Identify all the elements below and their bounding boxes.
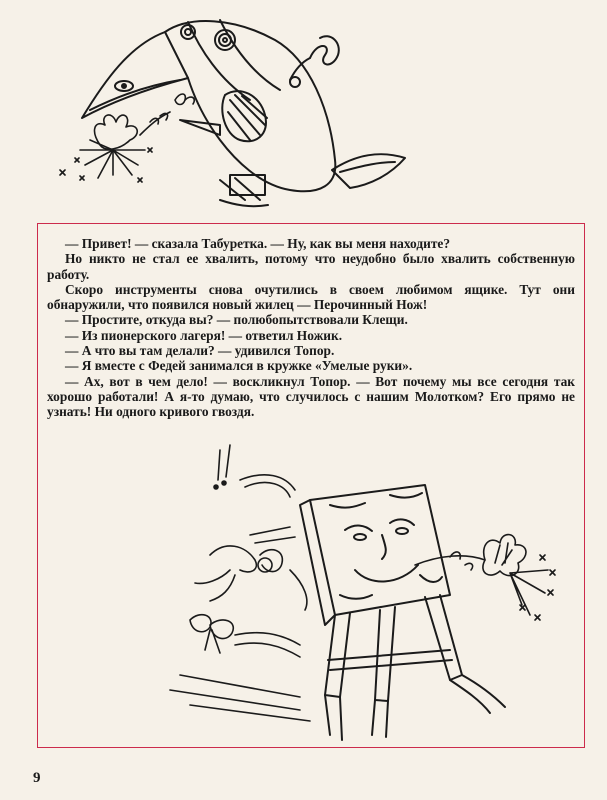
paragraph: — Простите, откуда вы? — полюбопытствовали Клещи. [65, 312, 408, 328]
page-number: 9 [33, 770, 41, 786]
paragraph: — Ах, вот в чем дело! — воскликнул Топор. — Вот почему мы все сегодня так хорошо работали! А я-то думаю, что случилось с нашим Молотком? Его прямо не узнать! Ни одного кривого гвоздя. [47, 373, 575, 420]
story-text [47, 236, 575, 420]
paragraph: Скоро инструменты снова очутились в своем любимом ящике. Тут они обнаружили, что появился новый жилец — Перочинный Нож! [47, 281, 575, 313]
paragraph: — Я вместе с Федей занимался в кружке «Умелые руки». [65, 358, 413, 374]
paragraph: Но никто не стал ее хвалить, потому что неудобно было хвалить собственную работу. [47, 251, 575, 282]
paragraph: — Привет! — сказала Табуретка. — Ну, как вы меня находите? [65, 236, 451, 251]
penknife-bird-illustration [20, 0, 420, 220]
paragraph: — Из пионерского лагеря! — ответил Ножик. [65, 327, 343, 343]
stool-illustration [150, 435, 570, 755]
paragraph: — А что вы там делали? — удивился Топор. [65, 343, 335, 359]
